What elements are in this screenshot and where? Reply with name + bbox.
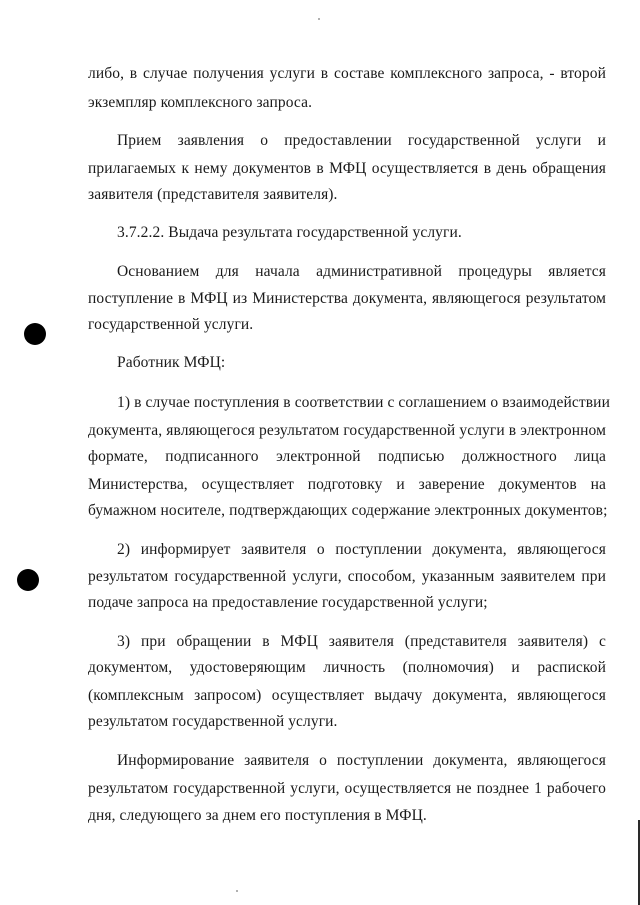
list-item-line: формате, подписанного электронной подписью должностного лица [88,448,606,465]
list-item-line: документом, удостоверяющим личность (полномочия) и распиской [88,659,606,676]
list-item-line: документа, являющегося результатом государственной услуги в электронном [88,422,606,439]
list-item-line: 1) в случае поступления в соответствии с соглашением о взаимодействии [117,394,610,411]
scan-speck [236,890,238,892]
text-line: Информирование заявителя о поступлении документа, являющегося [117,752,606,769]
text-line: результатом государственной услуги, осуществляется не позднее 1 рабочего [88,780,606,797]
list-item-line: 3) при обращении в МФЦ заявителя (представителя заявителя) с [117,633,606,650]
text-line: либо, в случае получения услуги в составе комплексного запроса, - второй [88,65,606,82]
text-line: государственной услуги. [88,316,254,333]
list-item-line: Министерства, осуществляет подготовку и заверение документов на [88,476,606,493]
text-line: экземпляр комплексного запроса. [88,94,313,111]
list-item-line: 2) информирует заявителя о поступлении документа, являющегося [117,541,606,558]
list-item-line: результатом государственной услуги, способом, указанным заявителем при [88,568,606,585]
list-item-line: результатом государственной услуги. [88,713,338,730]
text-line: прилагаемых к нему документов в МФЦ осуществляется в день обращения [88,160,606,177]
text-line: поступление в МФЦ из Министерства документа, являющегося результатом [88,290,606,307]
list-item-line: бумажном носителе, подтверждающих содержание электронных документов; [88,502,608,519]
section-heading: 3.7.2.2. Выдача результата государственной услуги. [117,224,462,241]
binder-hole-top [24,323,46,345]
text-line: Прием заявления о предоставлении государственной услуги и [117,132,606,149]
text-line: Основанием для начала административной процедуры является [117,263,606,280]
scan-speck [318,18,320,20]
text-line: заявителя (представителя заявителя). [88,186,338,203]
binder-hole-bottom [17,569,39,591]
text-line: дня, следующего за днем его поступления в МФЦ. [88,807,427,824]
list-item-line: подаче запроса на предоставление государственной услуги; [88,594,488,611]
text-line: Работник МФЦ: [117,354,226,371]
list-item-line: (комплексным запросом) осуществляет выдачу документа, являющегося [88,687,606,704]
